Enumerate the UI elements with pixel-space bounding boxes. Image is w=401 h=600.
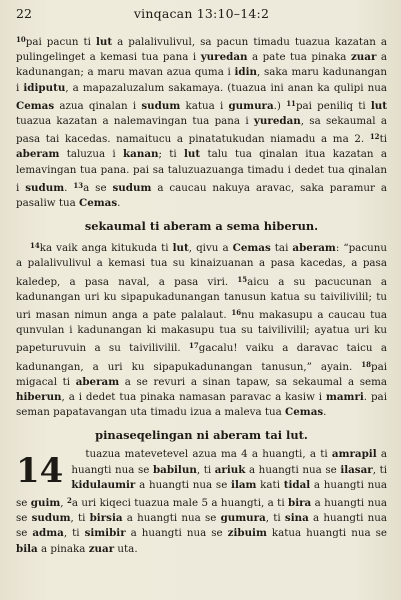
- running-head: vinqacan 13:10–14:2: [133, 6, 270, 21]
- verse-number: 14: [30, 241, 40, 251]
- section-heading: pinaseqelingan ni aberam tai lut.: [95, 428, 308, 443]
- verse-number: 11: [286, 98, 296, 108]
- page-number: 22: [16, 6, 32, 21]
- verses-13-10-to-13: $^{10}$pai pacun ti lut a palalivulivul, sa pacun timadu tuazua kazatan a pulingelinget a kemasi tua pana i yuredan a pate tua pinaka zuar a kadunangan; a maru mavan azua quma i idin, saka maru kadunangan i idiputu, a mapazaluzalum sakamaya. (tuazua ini anan ka qulipi nua Cemas azua qinalan i sudum katua i gumura.) $^{11}$pai peniliq ti lut tuazua kazatan a nalemavingan tua pana i yuredan, sa sekaumal a pasa tai kacedas. namaitucu a pinatatukudan niamadu a ma 2. $^{12}$ti aberam taluzua i kanan; ti lut talu tua qinalan itua kazatan a lemavingan tua pana. pai sa taluzuazuanga timadu i dedet tua qinalan i sudum. $^{13}$a se sudum a caucau nakuya aravac, saka paramur a pasaliw tua Cemas.: [16, 35, 387, 210]
- verse-number: 15: [237, 274, 248, 284]
- verse-number: 10: [16, 35, 26, 44]
- verses-13-14-to-18: $^{14}$ka vaik anga kitukuda ti lut, qivu a Cemas tai aberam: “pacunu a palalivulivul a kemasi tua su kinaizuanan a pasa kacedas, a pasa kaledep, a pasa naval, a pasa viri. $^{15}$aicu a su pacucunan a kadunangan uri ku sipapukadunangan tanusun katua su taivilivilil; tu uri masan nimun anga a pate palalaut. $^{16}$nu makasupu a caucau tua qunvulan i kadunangan ki makasupu tua su taivilivilil; ayatua uri ku papeturuvuin a su taivilivilil. $^{17}$gacalu! vaiku a daravac taicu a kadunangan, a uri ku sipapukadunangan tanusun,” ayain. $^{18}$pai migacal ti aberam a se revuri a sinan tapaw, sa sekaumal a sema hiberun, a i dedet tua pinaka namasan paravac a kasiw i mamri. pai seman papatavangan uta timadu izua a maleva tua Cemas.: [16, 241, 388, 419]
- verse-number: 17: [189, 341, 199, 351]
- page-header: [16, 6, 387, 24]
- verses-14-1-to-2: tuazua matevetevel azua ma 4 a huangti, a ti amrapil a huangti nua se babilun, ti ariuk a huangti nua se ilasar, ti kidulaumir a huangti nua se ilam kati tidal a huangti nua se guim, $^2$a uri kiqeci tuazua male 5 a huangti, a ti bira a huangti nua se sudum, ti birsia a huangti nua se gumura, ti sina a huangti nua se adma, ti simibir a huangti nua se zibuim katua huangti nua se bila a pinaka zuar uta.: [16, 448, 388, 555]
- verse-number: 13: [73, 180, 84, 190]
- verse-number: 18: [361, 359, 371, 369]
- chapter-number: 14: [16, 451, 64, 492]
- section-heading: sekaumal ti aberam a sema hiberun.: [84, 219, 319, 234]
- chapter-14-block: [16, 447, 387, 556]
- verse-number: 2: [66, 496, 72, 506]
- verse-number: 12: [369, 132, 380, 142]
- verse-number: 16: [231, 308, 242, 318]
